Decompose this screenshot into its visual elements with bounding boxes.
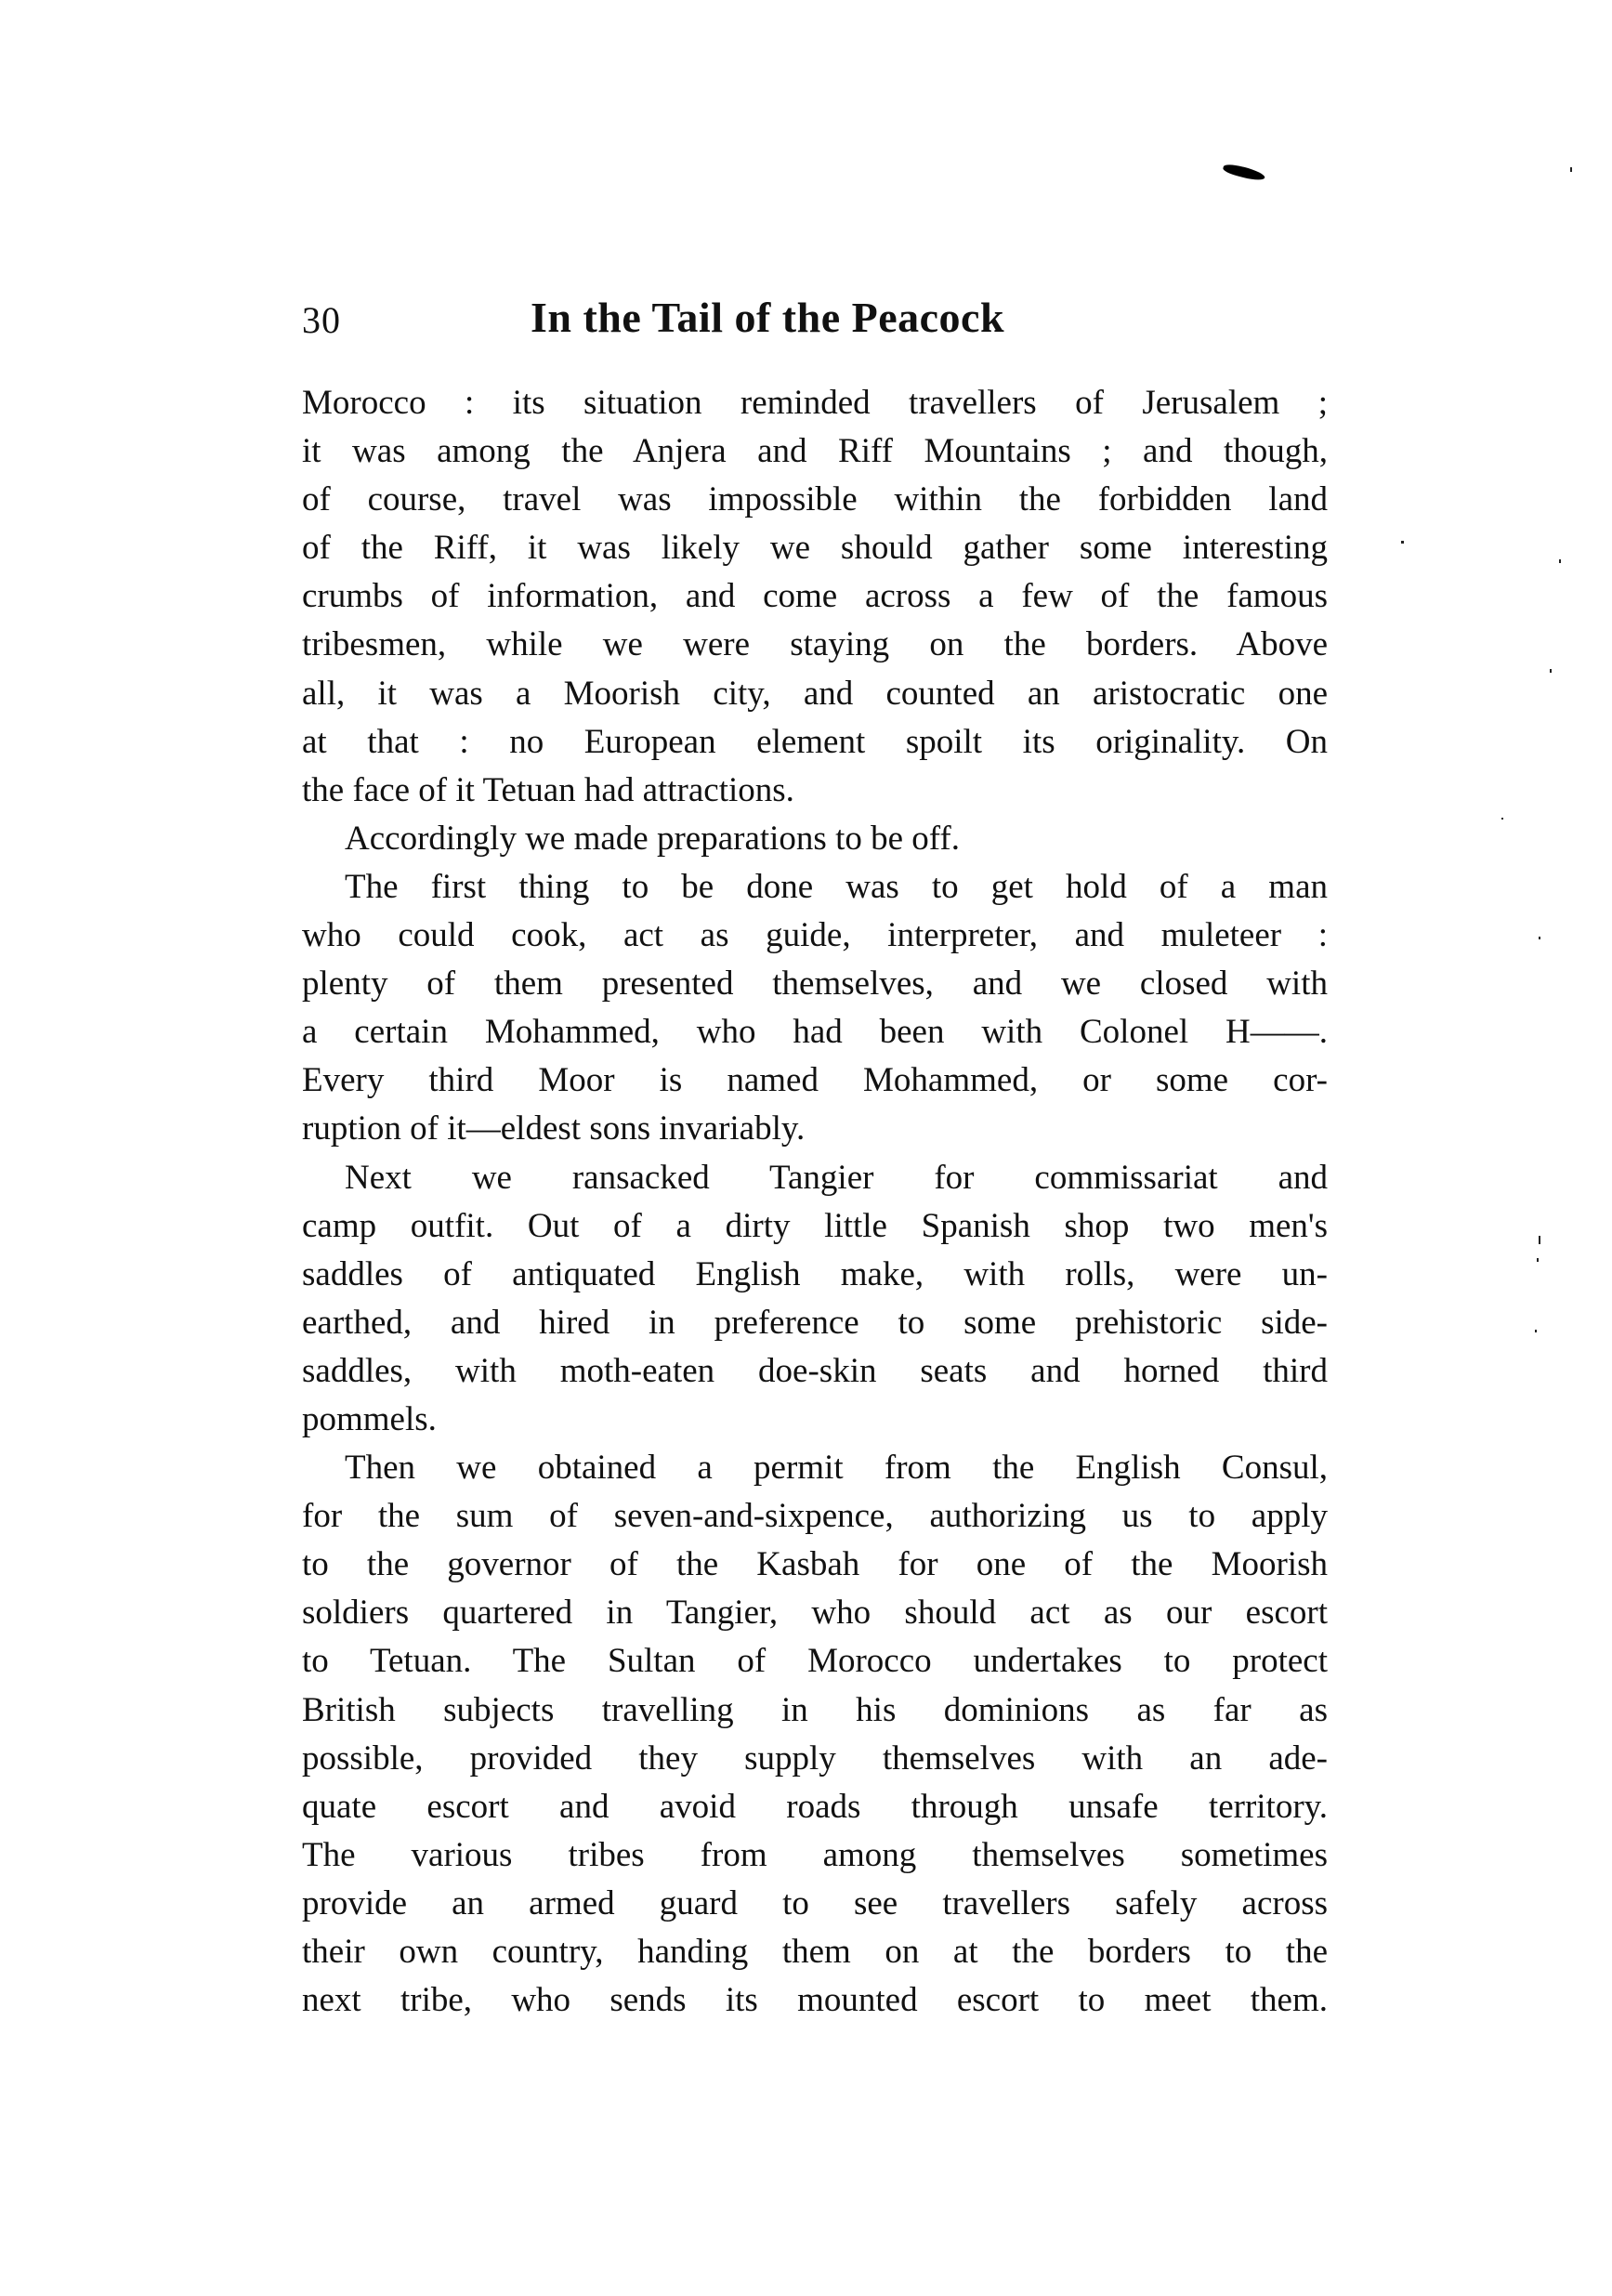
page-number: 30: [302, 299, 341, 341]
text-line: British subjects travelling in his dominions as far as: [302, 1690, 1328, 1729]
text-line: for the sum of seven-and-sixpence, authorizing us to apply: [302, 1497, 1328, 1536]
ink-blot-mark: [1222, 163, 1265, 183]
scan-speck: [1535, 1330, 1537, 1332]
text-line: it was among the Anjera and Riff Mountains ; and though,: [302, 432, 1328, 471]
text-line: a certain Mohammed, who had been with Colonel H——.: [302, 1013, 1328, 1052]
text-line: plenty of them presented themselves, and we closed with: [302, 964, 1328, 1004]
text-line: the face of it Tetuan had attractions.: [302, 770, 794, 809]
text-line: earthed, and hired in preference to some prehistoric side-: [302, 1303, 1328, 1342]
paragraph-line: Next we ransacked Tangier for commissariat and: [345, 1158, 1328, 1197]
scan-speck: [1559, 559, 1561, 563]
text-line: quate escort and avoid roads through unsafe territory.: [302, 1787, 1328, 1826]
text-line: of course, travel was impossible within the forbidden land: [302, 480, 1328, 519]
text-line: crumbs of information, and come across a few of the famous: [302, 577, 1328, 616]
body-text: [302, 379, 1328, 2025]
text-line: saddles of antiquated English make, with rolls, were un-: [302, 1254, 1328, 1293]
paragraph-line: Accordingly we made preparations to be off.: [345, 819, 961, 858]
scan-speck: [1401, 541, 1404, 544]
paragraph-line: Then we obtained a permit from the English Consul,: [345, 1449, 1328, 1488]
scan-speck: [1570, 167, 1572, 172]
text-line: The various tribes from among themselves sometimes: [302, 1835, 1328, 1874]
text-line: Every third Moor is named Mohammed, or some cor-: [302, 1061, 1328, 1100]
text-line: saddles, with moth-eaten doe-skin seats and horned third: [302, 1351, 1328, 1390]
text-line: soldiers quartered in Tangier, who should act as our escort: [302, 1594, 1328, 1633]
text-line: their own country, handing them on at the borders to the: [302, 1933, 1328, 1971]
scan-speck: [1539, 1236, 1540, 1244]
text-line: all, it was a Moorish city, and counted an aristocratic one: [302, 674, 1328, 713]
text-line: of the Riff, it was likely we should gather some interesting: [302, 529, 1328, 568]
text-line: provide an armed guard to see travellers safely across: [302, 1883, 1328, 1922]
running-title: In the Tail of the Peacock: [531, 294, 1005, 341]
text-line: pommels.: [302, 1399, 437, 1438]
scan-speck: [1550, 669, 1552, 673]
text-line: at that : no European element spoilt its originality. On: [302, 722, 1328, 761]
text-line: Morocco : its situation reminded travellers of Jerusalem ;: [302, 384, 1328, 422]
text-line: next tribe, who sends its mounted escort to meet them.: [302, 1981, 1328, 2020]
paragraph-line: The first thing to be done was to get hold of a man: [345, 867, 1328, 906]
text-line: camp outfit. Out of a dirty little Spanish shop two men's: [302, 1206, 1328, 1245]
text-line: to the governor of the Kasbah for one of the Moorish: [302, 1545, 1328, 1584]
scan-speck: [1501, 818, 1503, 820]
text-line: ruption of it—eldest sons invariably.: [302, 1109, 806, 1148]
text-line: possible, provided they supply themselves with an ade-: [302, 1738, 1328, 1778]
scan-speck: [1539, 937, 1540, 939]
text-line: tribesmen, while we were staying on the borders. Above: [302, 625, 1328, 664]
text-line: to Tetuan. The Sultan of Morocco undertakes to protect: [302, 1642, 1328, 1681]
running-head: [302, 290, 1329, 346]
scan-speck: [1537, 1258, 1539, 1262]
text-line: who could cook, act as guide, interpreter, and muleteer :: [302, 916, 1328, 955]
